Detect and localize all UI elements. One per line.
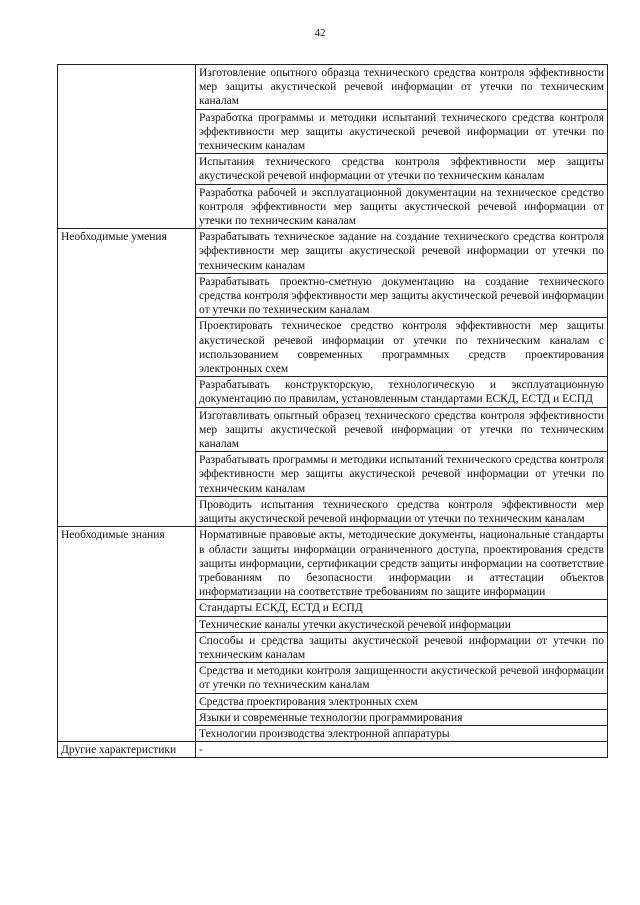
row-item-text: Проводить испытания технического средства контроля эффективности мер защиты акустической речевой информации от утечки по техническим каналам (196, 496, 608, 526)
table-row (58, 229, 608, 274)
row-item-text: Испытания технического средства контроля эффективности мер защиты акустической речевой информации от утечки по техническим каналам (196, 154, 608, 184)
row-item-text: Средства проектирования электронных схем (196, 693, 608, 709)
row-category-label: Другие характеристики (58, 742, 196, 758)
row-item-text: Разрабатывать проектно-сметную документацию на создание технического средства контроля эффективности мер защиты акустической речевой информации от утечки по техническим каналам (196, 273, 608, 318)
row-item-text: Изготавливать опытный образец технического средства контроля эффективности мер защиты акустической речевой информации от утечки по техническим каналам (196, 407, 608, 452)
row-category-label (58, 65, 196, 229)
table-row (58, 742, 608, 758)
row-category-label: Необходимые знания (58, 527, 196, 742)
row-item-text: Стандарты ЕСКД, ЕСТД и ЕСПД (196, 600, 608, 616)
row-item-text: Проектировать техническое средство контроля эффективности мер защиты акустической речевой информации от утечки по техническим каналам с использованием современных программных средств проектирования электронных схем (196, 318, 608, 377)
row-category-label: Необходимые умения (58, 229, 196, 527)
row-item-text: - (196, 742, 608, 758)
row-item-text: Разрабатывать программы и методики испытаний технического средства контроля эффективности мер защиты акустической речевой информации от утечки по техническим каналам (196, 452, 608, 497)
table-row (58, 65, 608, 110)
competency-table (57, 64, 608, 758)
row-item-text: Изготовление опытного образца технического средства контроля эффективности мер защиты акустической речевой информации от утечки по техническим каналам (196, 65, 608, 110)
row-item-text: Разрабатывать техническое задание на создание технического средства контроля эффективности мер защиты акустической речевой информации от утечки по техническим каналам (196, 229, 608, 274)
row-item-text: Языки и современные технологии программирования (196, 709, 608, 725)
row-item-text: Технические каналы утечки акустической речевой информации (196, 616, 608, 632)
page-number: 42 (314, 27, 326, 39)
row-item-text: Разработка программы и методики испытаний технического средства контроля эффективности мер защиты акустической речевой информации от утечки по техническим каналам (196, 109, 608, 154)
row-item-text: Технологии производства электронной аппаратуры (196, 725, 608, 741)
table-row (58, 527, 608, 600)
row-item-text: Способы и средства защиты акустической речевой информации от утечки по техническим каналам (196, 632, 608, 662)
row-item-text: Нормативные правовые акты, методические документы, национальные стандарты в области защиты информации ограниченного доступа, проектирования средств защиты информации, сертификации средств защиты информации на соответствие требованиям по безопасности информации и аттестации объектов информатизации на соответствие требованиям по защите информации (196, 527, 608, 600)
row-item-text: Разработка рабочей и эксплуатационной документации на техническое средство контроля эффективности мер защиты акустической речевой информации от утечки по техническим каналам (196, 184, 608, 229)
row-item-text: Разрабатывать конструкторскую, технологическую и эксплуатационную документацию по правилам, установленным стандартами ЕСКД, ЕСТД и ЕСПД (196, 377, 608, 407)
row-item-text: Средства и методики контроля защищенности акустической речевой информации от утечки по техническим каналам (196, 663, 608, 693)
competency-table-body (58, 65, 608, 758)
